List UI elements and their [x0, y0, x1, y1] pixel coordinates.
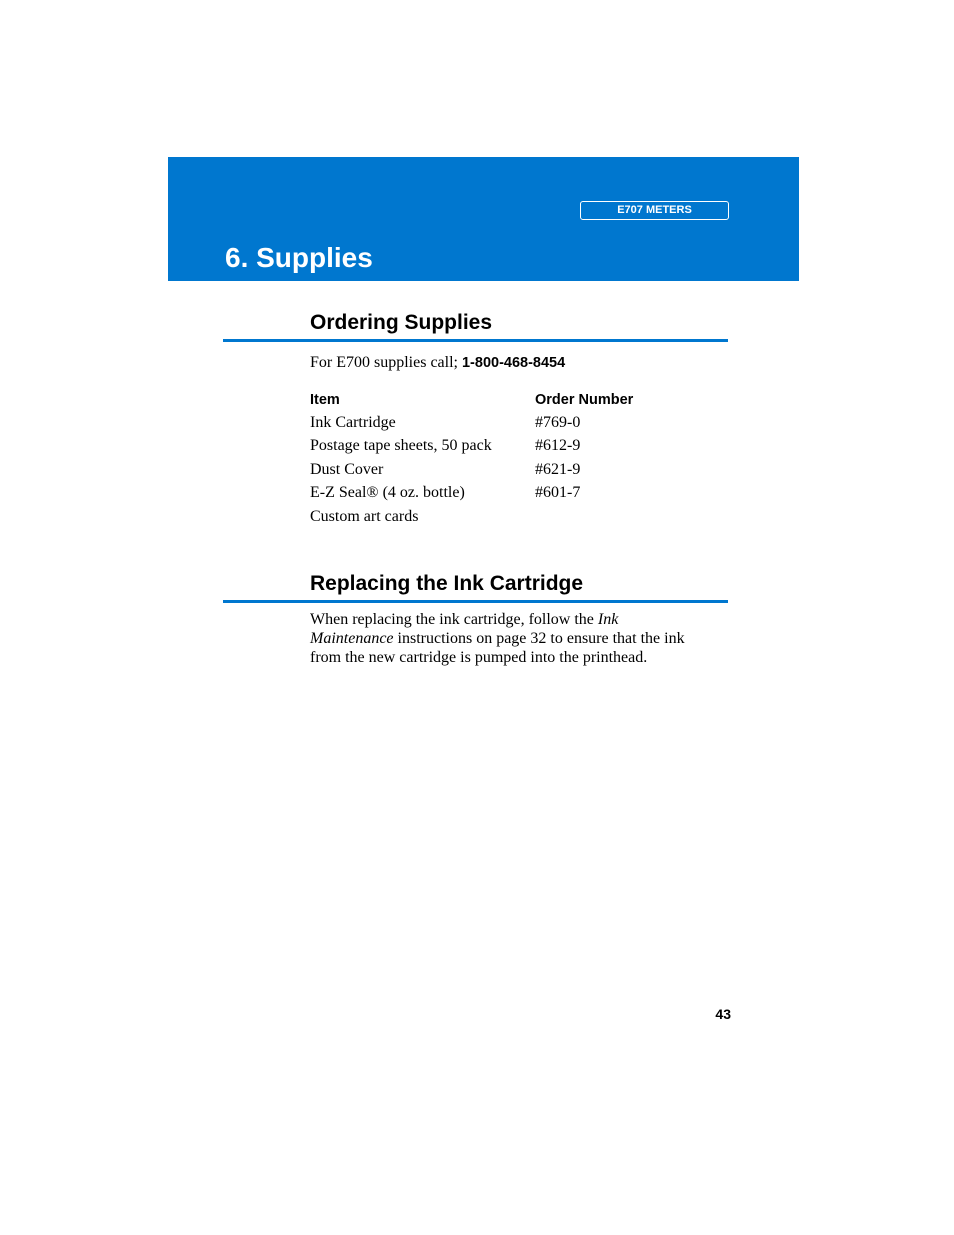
column-header-item: Item [310, 392, 340, 408]
ordering-intro [310, 352, 565, 374]
section-rule-ordering [223, 339, 728, 342]
item-cell: Custom art cards [310, 507, 419, 525]
ink-maintenance-reference: Ink Maintenance [310, 611, 619, 647]
chapter-title: 6. Supplies [225, 242, 373, 273]
phone-number: 1-800-468-8454 [461, 355, 566, 371]
section-title-ordering: Ordering Supplies [310, 311, 493, 334]
para-text-after: instructions on page 32 to ensure that the ink from the new cartridge is pumped into the printhead. [310, 630, 685, 666]
section-rule-replacing [223, 600, 728, 603]
item-cell: Ink Cartridge [310, 413, 396, 431]
item-cell: Dust Cover [310, 460, 384, 478]
order-number-cell [535, 505, 633, 529]
order-number-cell: #601-7 [535, 484, 581, 502]
para-text-before: When replacing the ink cartridge, follow the [310, 611, 598, 628]
chapter-banner [168, 157, 799, 281]
section-title-replacing: Replacing the Ink Cartridge [310, 572, 584, 595]
table-header-row [310, 389, 633, 411]
table-row [310, 411, 633, 435]
product-badge: E707 METERS [580, 201, 729, 220]
column-header-order-number: Order Number [535, 392, 634, 408]
item-cell: Postage tape sheets, 50 pack [310, 437, 492, 455]
table-row [310, 435, 633, 459]
supplies-table [310, 389, 633, 529]
order-number-cell: #612-9 [535, 437, 581, 455]
page-number: 43 [715, 1006, 731, 1022]
order-number-cell: #621-9 [535, 460, 581, 478]
table-row [310, 505, 633, 529]
item-cell: E-Z Seal® (4 oz. bottle) [310, 484, 465, 502]
table-row [310, 458, 633, 482]
ordering-intro-text: For E700 supplies call; [310, 354, 462, 371]
table-row [310, 482, 633, 506]
order-number-cell: #769-0 [535, 413, 581, 431]
replacing-instructions [310, 610, 690, 667]
